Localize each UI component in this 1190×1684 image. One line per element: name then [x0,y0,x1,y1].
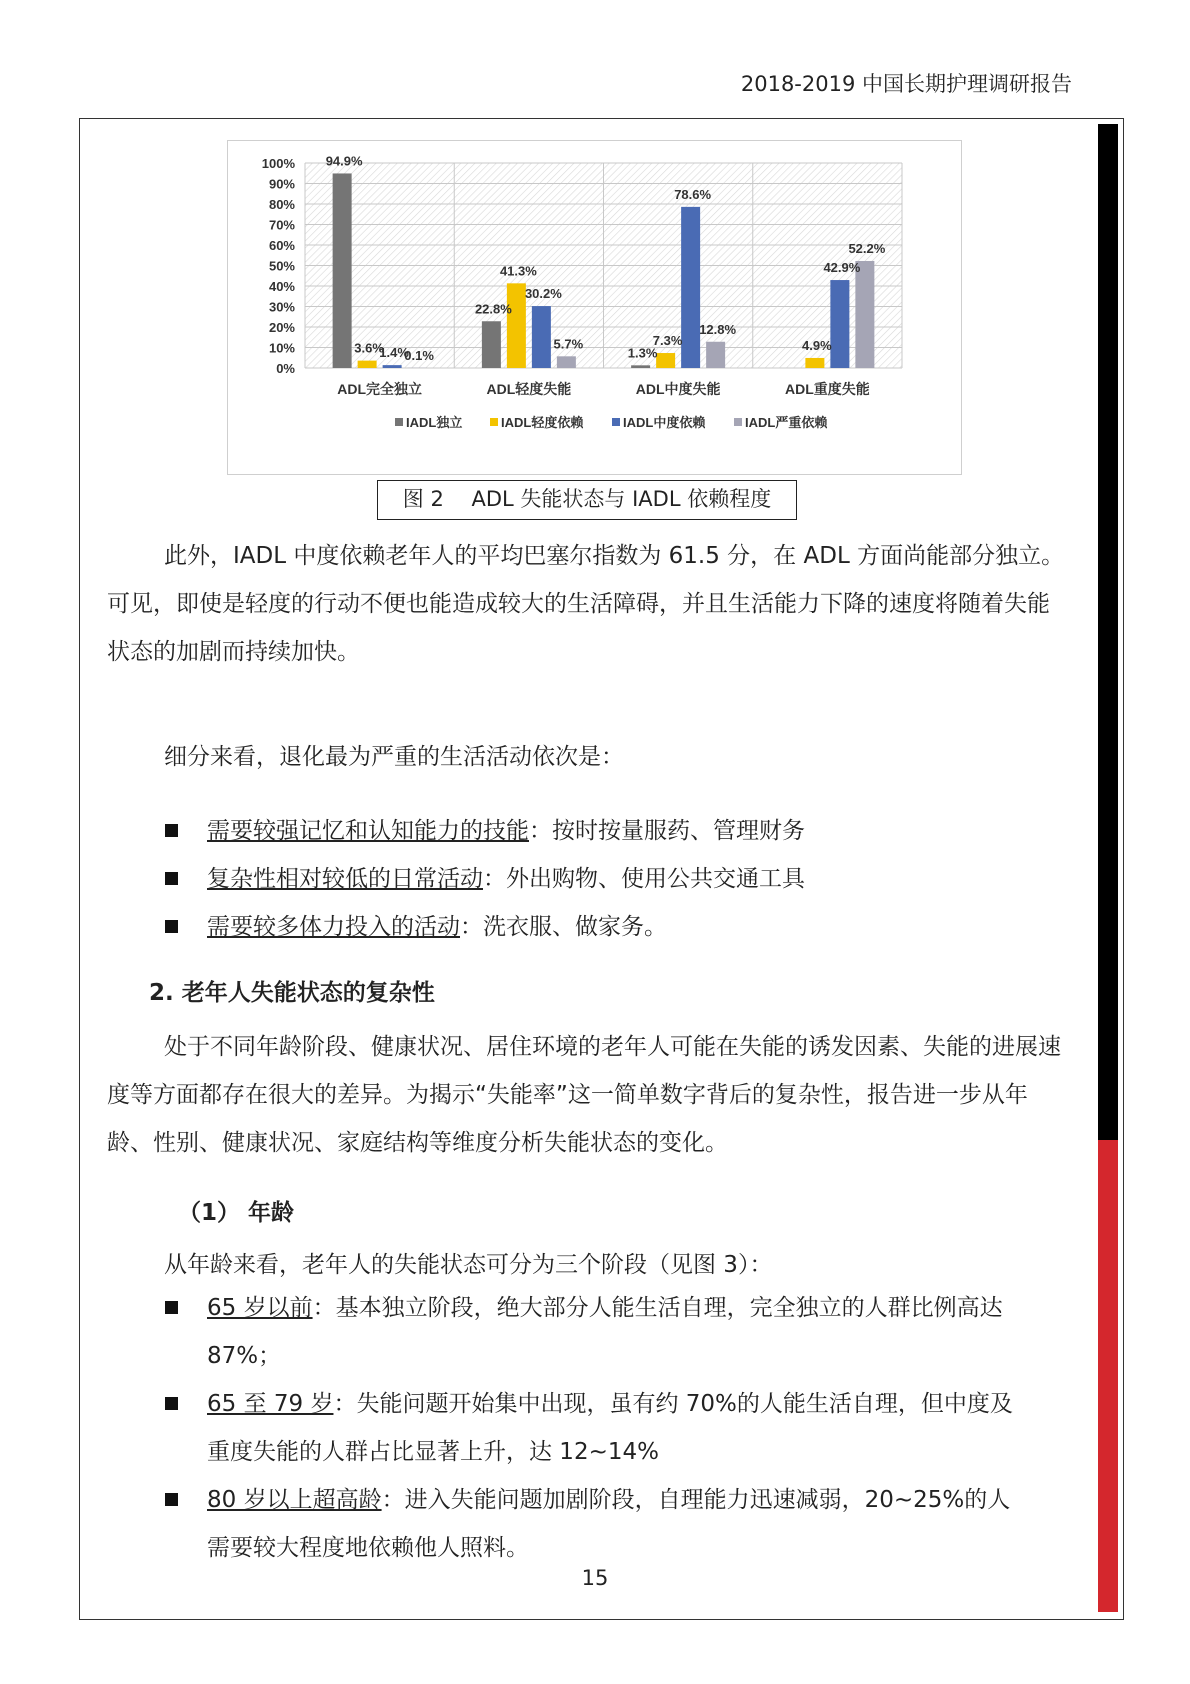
x-category-label: ADL重度失能 [784,381,870,397]
bullet-square-icon [165,920,178,933]
x-category-label: ADL完全独立 [337,381,423,397]
side-bar-black [1098,124,1118,1140]
list-term: 需要较强记忆和认知能力的技能 [207,818,529,844]
y-tick-label: 90% [268,176,295,192]
bar-value-label: 94.9% [325,153,363,169]
bar [855,261,874,368]
y-tick-label: 80% [268,197,295,212]
bullet-square-icon [165,872,178,885]
bar [681,207,700,368]
legend-label: IADL中度依赖 [623,415,706,430]
figure-caption: 图 2 ADL 失能状态与 IADL 依赖程度 [377,480,797,520]
section-heading: 2. 老年人失能状态的复杂性 [149,980,435,1006]
bar-value-label: 30.2% [524,286,562,302]
bullet-square-icon [165,1397,178,1410]
x-category-label: ADL中度失能 [635,381,721,397]
y-tick-label: 50% [268,258,295,274]
list-term: 复杂性相对较低的日常活动 [207,866,483,892]
bar-value-label: 4.9% [802,337,832,353]
figure-chart [227,140,962,475]
legend-label: IADL严重依赖 [745,415,828,430]
bar [532,306,551,368]
bullet-square-icon [165,1301,178,1314]
y-tick-label: 20% [268,320,295,335]
bar [482,321,501,368]
bar [358,361,377,368]
y-tick-label: 100% [261,156,295,171]
legend-swatch [490,418,498,426]
bar-value-label: 12.8% [699,321,737,337]
bar-value-label: 52.2% [848,240,886,256]
bar [383,365,402,368]
bar [805,358,824,368]
bar-value-label: 42.9% [823,260,861,276]
list-desc: ：外出购物、使用公共交通工具 [483,866,805,892]
bar [830,280,849,368]
page-number: 15 [581,1566,609,1590]
report-header-title: 2018-2019 中国长期护理调研报告 [740,72,1072,96]
bar-value-label: 41.3% [499,263,537,279]
list-term: 80 岁以上超高龄 [207,1487,382,1513]
bar-value-label: 1.4% [379,345,409,361]
y-tick-label: 70% [268,217,295,233]
subsection-heading-age: （1） 年龄 [178,1200,295,1226]
list-desc: ：失能问题开始集中出现，虽有约 70%的人能生活自理，但中度及重度失能的人群占比显著上升，达 12~14% [207,1391,1013,1465]
y-tick-label: 40% [268,279,295,294]
y-tick-label: 60% [268,238,295,253]
paragraph-complexity: 处于不同年龄阶段、健康状况、居住环境的老年人可能在失能的诱发因素、失能的进展速度等方面都存在很大的差异。为揭示“失能率”这一简单数字背后的复杂性，报告进一步从年龄、性别、健康状况、家庭结构等维度分析失能状态的变化。 [107,1034,1061,1156]
list-desc: ：基本独立阶段，绝大部分人能生活自理，完全独立的人群比例高达 87%； [207,1295,1003,1369]
bar-value-label: 22.8% [474,301,512,317]
bar [656,353,675,368]
y-tick-label: 30% [268,299,295,315]
list-desc: ：洗衣服、做家务。 [460,914,667,940]
paragraph-intro-list: 细分来看，退化最为严重的生活活动依次是： [164,744,624,770]
bar-value-label: 1.3% [627,345,658,361]
paragraph-age-intro: 从年龄来看，老年人的失能状态可分为三个阶段（见图 3）： [164,1252,773,1278]
list-desc: ：进入失能问题加剧阶段，自理能力迅速减弱，20~25%的人需要较大程度地依赖他人照料。 [207,1487,1011,1561]
bar [507,283,526,368]
legend-label: IADL轻度依赖 [501,415,584,430]
list-term: 需要较多体力投入的活动 [207,914,460,940]
side-bar-red [1098,1140,1118,1612]
y-tick-label: 10% [268,340,295,356]
legend-swatch [395,418,403,426]
legend-label: IADL独立 [406,415,463,430]
paragraph-iadl-summary: 此外，IADL 中度依赖老年人的平均巴塞尔指数为 61.5 分，在 ADL 方面尚能部分独立。可见，即使是轻度的行动不便也能造成较大的生活障碍，并且生活能力下降的速度将随着失能状态的加剧而持续加快。 [107,543,1065,665]
bar-value-label: 0.1% [404,347,434,363]
x-category-label: ADL轻度失能 [486,381,572,397]
bar [706,342,725,368]
legend-swatch [734,418,742,426]
bar-value-label: 7.3% [652,333,683,349]
bar-chart [228,141,961,474]
list-term: 65 岁以前 [207,1295,313,1321]
bar-value-label: 78.6% [674,186,712,202]
bar-value-label: 5.7% [553,336,584,352]
legend-swatch [612,418,620,426]
bar-value-label: 3.6% [354,340,384,356]
list-term: 65 至 79 岁 [207,1391,334,1417]
bar [333,173,352,368]
bullet-square-icon [165,1493,178,1506]
bar [631,365,650,368]
y-tick-label: 0% [276,361,295,376]
bullet-square-icon [165,824,178,837]
bar [557,356,576,368]
list-desc: ：按时按量服药、管理财务 [529,818,805,844]
